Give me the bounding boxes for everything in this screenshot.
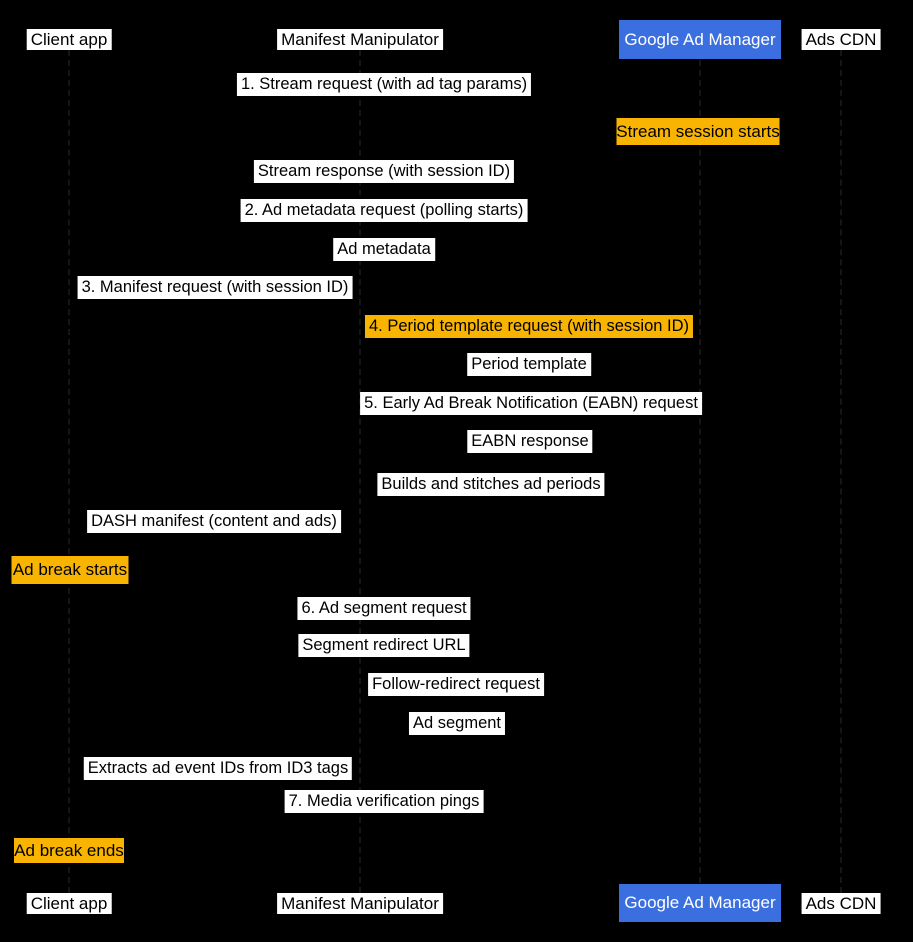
note-ad-break-ends: Ad break ends (14, 838, 124, 863)
lifeline-client-app (68, 50, 70, 893)
participant-bottom-google-ad-manager: Google Ad Manager (619, 884, 781, 922)
note-ad-break-starts: Ad break starts (12, 556, 129, 584)
participant-top-google-ad-manager: Google Ad Manager (619, 20, 781, 59)
participant-top-client-app: Client app (27, 29, 112, 50)
participant-bottom-client-app: Client app (27, 893, 112, 914)
lifeline-ads-cdn (840, 50, 842, 893)
message-label: 1. Stream request (with ad tag params) (237, 73, 531, 96)
participant-top-manifest-manipulator: Manifest Manipulator (277, 29, 443, 50)
message-label: Follow-redirect request (368, 673, 544, 696)
message-label: Period template (467, 353, 591, 376)
message-label: 5. Early Ad Break Notification (EABN) request (360, 392, 702, 415)
message-label: 4. Period template request (with session ID) (365, 315, 693, 338)
message-label: EABN response (467, 430, 592, 453)
participant-bottom-ads-cdn: Ads CDN (802, 893, 881, 914)
lifeline-google-ad-manager (699, 50, 701, 893)
message-label: 7. Media verification pings (285, 790, 484, 813)
message-label: DASH manifest (content and ads) (87, 510, 341, 533)
note-stream-session-starts: Stream session starts (617, 118, 780, 145)
participant-top-ads-cdn: Ads CDN (802, 29, 881, 50)
message-label: Extracts ad event IDs from ID3 tags (84, 757, 352, 780)
message-label: Ad metadata (333, 238, 435, 261)
message-label: 2. Ad metadata request (polling starts) (241, 199, 528, 222)
message-label: Ad segment (409, 712, 505, 735)
message-label: Stream response (with session ID) (254, 160, 514, 183)
message-label: Builds and stitches ad periods (377, 473, 604, 496)
participant-bottom-manifest-manipulator: Manifest Manipulator (277, 893, 443, 914)
message-label: 6. Ad segment request (297, 597, 470, 620)
message-label: 3. Manifest request (with session ID) (78, 276, 353, 299)
message-label: Segment redirect URL (298, 634, 469, 657)
